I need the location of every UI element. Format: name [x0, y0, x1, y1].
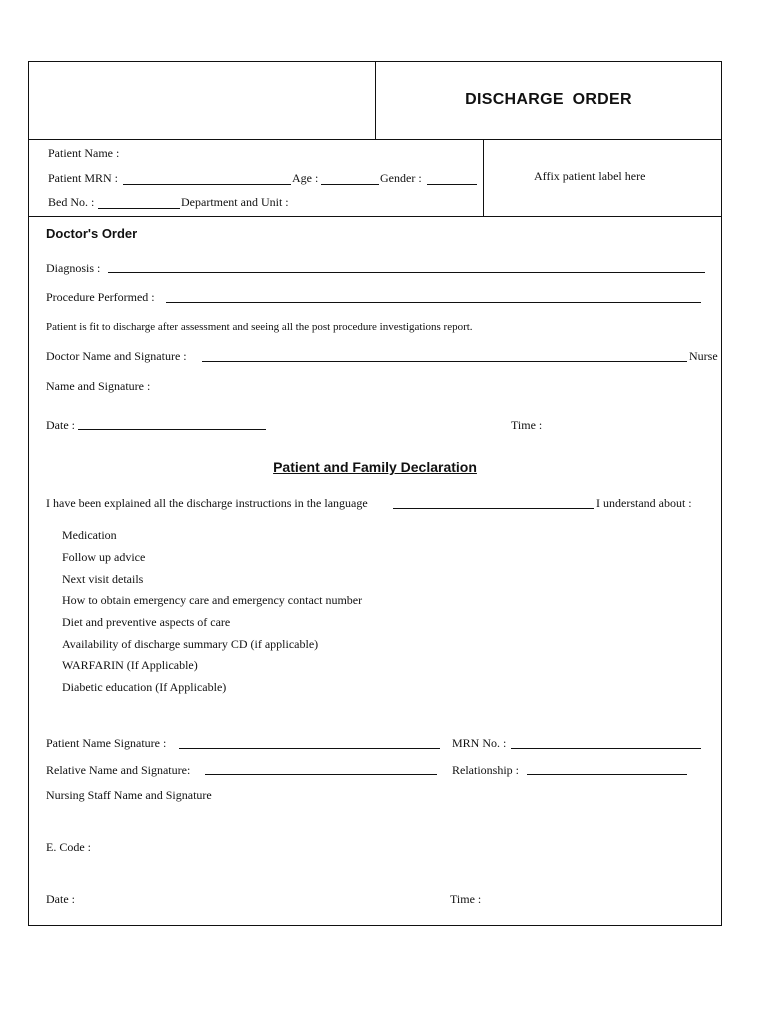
- relationship-label: Relationship :: [452, 763, 519, 777]
- patient-signature-label: Patient Name Signature :: [46, 736, 167, 750]
- age-field[interactable]: [321, 184, 379, 185]
- doctor-signature-field[interactable]: [202, 361, 687, 362]
- language-field[interactable]: [393, 508, 594, 509]
- doctors-order-heading: Doctor's Order: [46, 226, 138, 241]
- diagnosis-label: Diagnosis :: [46, 261, 101, 275]
- final-time-label: Time :: [450, 892, 482, 906]
- relationship-field[interactable]: [527, 774, 687, 775]
- diagnosis-field[interactable]: [108, 272, 705, 273]
- nursing-staff-label: Nursing Staff Name and Signature: [46, 788, 212, 802]
- department-label: Department and Unit :: [181, 195, 289, 209]
- patient-signature-field[interactable]: [179, 748, 440, 749]
- doctor-time-label: Time :: [511, 418, 543, 432]
- declaration-intro-start: I have been explained all the discharge instructions in the language: [46, 496, 368, 510]
- mrn-no-field[interactable]: [511, 748, 701, 749]
- declaration-heading: Patient and Family Declaration: [273, 459, 477, 475]
- declaration-item: Follow up advice: [62, 550, 146, 564]
- declaration-item: Medication: [62, 528, 117, 542]
- page-title: DISCHARGE ORDER: [465, 91, 632, 108]
- ecode-label: E. Code :: [46, 840, 91, 854]
- procedure-field[interactable]: [166, 302, 701, 303]
- bed-no-field[interactable]: [98, 208, 180, 209]
- nurse-label: Nurse: [689, 349, 718, 363]
- discharge-order-form: [28, 61, 722, 926]
- gender-field[interactable]: [427, 184, 477, 185]
- declaration-item: Diet and preventive aspects of care: [62, 615, 231, 629]
- age-label: Age :: [292, 171, 319, 185]
- patient-name-label: Patient Name :: [48, 146, 120, 160]
- declaration-intro-end: I understand about :: [596, 496, 692, 510]
- bed-no-label: Bed No. :: [48, 195, 95, 209]
- patient-mrn-field[interactable]: [123, 184, 291, 185]
- affix-label-note: Affix patient label here: [534, 169, 646, 183]
- declaration-item: WARFARIN (If Applicable): [62, 658, 198, 672]
- declaration-item: How to obtain emergency care and emergency contact number: [62, 593, 363, 607]
- relative-signature-field[interactable]: [205, 774, 437, 775]
- declaration-item: Diabetic education (If Applicable): [62, 680, 227, 694]
- doctor-date-label: Date :: [46, 418, 75, 432]
- patient-label-area: [483, 140, 721, 217]
- fit-to-discharge-statement: Patient is fit to discharge after assessment and seeing all the post procedure investigations report.: [46, 321, 473, 333]
- doctor-date-field[interactable]: [78, 429, 266, 430]
- gender-label: Gender :: [380, 171, 422, 185]
- logo-area: [29, 62, 376, 140]
- nurse-signature-label: Name and Signature :: [46, 379, 151, 393]
- doctor-signature-label: Doctor Name and Signature :: [46, 349, 187, 363]
- title-area: [376, 62, 721, 140]
- procedure-label: Procedure Performed :: [46, 290, 155, 304]
- declaration-item: Availability of discharge summary CD (if applicable): [62, 637, 319, 651]
- final-date-label: Date :: [46, 892, 75, 906]
- mrn-no-label: MRN No. :: [452, 736, 507, 750]
- relative-signature-label: Relative Name and Signature:: [46, 763, 191, 777]
- patient-mrn-label: Patient MRN :: [48, 171, 119, 185]
- declaration-item: Next visit details: [62, 572, 144, 586]
